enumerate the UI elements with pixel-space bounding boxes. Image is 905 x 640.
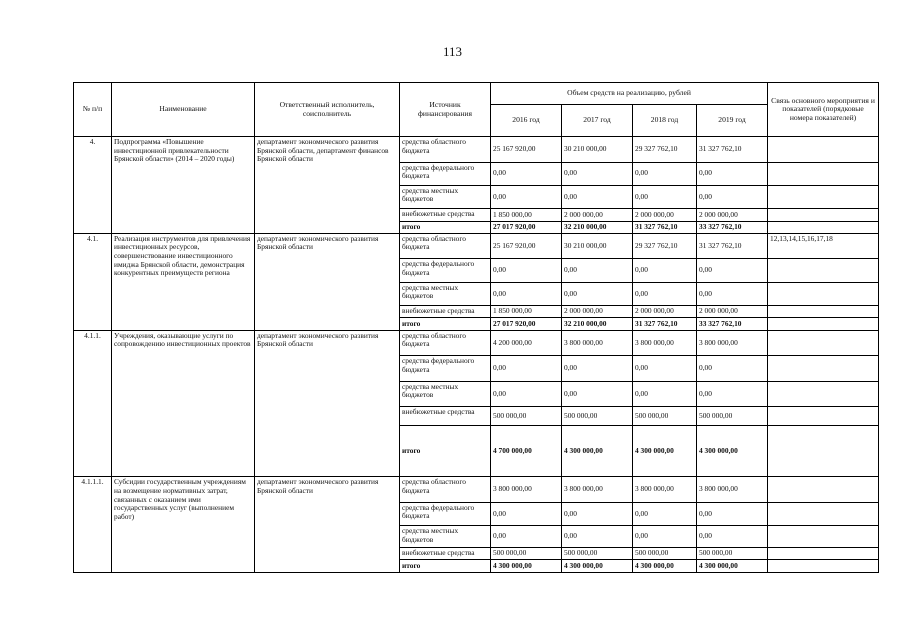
- amount-cell: 0,00: [491, 259, 562, 282]
- amount-cell: 2 000 000,00: [562, 306, 633, 318]
- amount-cell: 3 800 000,00: [491, 477, 562, 503]
- amount-cell: 0,00: [697, 502, 768, 525]
- header-year: 2019 год: [697, 105, 768, 137]
- amount-cell: 500 000,00: [562, 547, 633, 560]
- amount-cell: 0,00: [633, 526, 697, 547]
- header-name: Наименование: [112, 83, 255, 137]
- header-volume: Объем средств на реализацию, рублей: [491, 83, 768, 105]
- budget-body: [74, 137, 879, 573]
- page-number: 113: [442, 44, 463, 59]
- amount-cell: 0,00: [491, 282, 562, 305]
- amount-cell: 0,00: [562, 259, 633, 282]
- amount-cell: 4 300 000,00: [697, 426, 768, 477]
- table-row: [74, 330, 879, 356]
- amount-cell: 0,00: [697, 259, 768, 282]
- amount-cell: 30 210 000,00: [562, 233, 633, 259]
- amount-cell: 0,00: [633, 162, 697, 185]
- amount-cell: 0,00: [697, 526, 768, 547]
- indicator-link: [768, 502, 879, 525]
- amount-cell: 500 000,00: [697, 407, 768, 426]
- amount-cell: 27 017 920,00: [491, 221, 562, 233]
- amount-cell: 500 000,00: [697, 547, 768, 560]
- amount-cell: 3 800 000,00: [697, 330, 768, 356]
- amount-cell: 3 800 000,00: [697, 477, 768, 503]
- amount-cell: 0,00: [491, 162, 562, 185]
- funding-source: внебюжетные средства: [400, 306, 491, 318]
- indicator-link: [768, 306, 879, 318]
- item-number: 4.1.1.: [74, 330, 112, 477]
- amount-cell: 25 167 920,00: [491, 137, 562, 163]
- funding-source: средства федерального бюджета: [400, 502, 491, 525]
- funding-source: средства областного бюджета: [400, 330, 491, 356]
- amount-cell: 31 327 762,10: [697, 137, 768, 163]
- item-number: 4.: [74, 137, 112, 234]
- budget-table: [73, 82, 879, 573]
- amount-cell: 4 700 000,00: [491, 426, 562, 477]
- amount-cell: 0,00: [633, 502, 697, 525]
- item-number: 4.1.: [74, 233, 112, 330]
- indicator-link: [768, 381, 879, 407]
- amount-cell: 500 000,00: [633, 407, 697, 426]
- amount-cell: 0,00: [491, 526, 562, 547]
- amount-cell: 32 210 000,00: [562, 318, 633, 330]
- funding-source: средства местных бюджетов: [400, 381, 491, 407]
- amount-cell: 4 300 000,00: [562, 560, 633, 573]
- amount-cell: 3 800 000,00: [562, 477, 633, 503]
- indicator-link: [768, 477, 879, 503]
- indicator-link: [768, 259, 879, 282]
- funding-source: итого: [400, 221, 491, 233]
- funding-source: внебюжетные средства: [400, 407, 491, 426]
- amount-cell: 31 327 762,10: [697, 233, 768, 259]
- indicator-link: [768, 185, 879, 208]
- header-year: 2016 год: [491, 105, 562, 137]
- indicator-link: [768, 282, 879, 305]
- amount-cell: 500 000,00: [491, 547, 562, 560]
- amount-cell: 3 800 000,00: [633, 330, 697, 356]
- item-name: Подпрограмма «Повышение инвестиционной привлекательности Брянской области» (2014 – 2020 годы): [112, 137, 255, 234]
- amount-cell: 1 850 000,00: [491, 306, 562, 318]
- amount-cell: 0,00: [697, 185, 768, 208]
- indicator-link: [768, 426, 879, 477]
- amount-cell: 2 000 000,00: [697, 209, 768, 221]
- funding-source: средства областного бюджета: [400, 137, 491, 163]
- indicator-link: 12,13,14,15,16,17,18: [768, 233, 879, 259]
- amount-cell: 0,00: [562, 502, 633, 525]
- amount-cell: 33 327 762,10: [697, 221, 768, 233]
- indicator-link: [768, 407, 879, 426]
- header-year: 2017 год: [562, 105, 633, 137]
- funding-source: итого: [400, 560, 491, 573]
- amount-cell: 29 327 762,10: [633, 233, 697, 259]
- item-number: 4.1.1.1.: [74, 477, 112, 573]
- indicator-link: [768, 318, 879, 330]
- amount-cell: 500 000,00: [562, 407, 633, 426]
- indicator-link: [768, 221, 879, 233]
- amount-cell: 2 000 000,00: [697, 306, 768, 318]
- amount-cell: 2 000 000,00: [633, 306, 697, 318]
- amount-cell: 0,00: [697, 356, 768, 382]
- amount-cell: 27 017 920,00: [491, 318, 562, 330]
- header-source: Источник финансирования: [400, 83, 491, 137]
- amount-cell: 0,00: [562, 356, 633, 382]
- indicator-link: [768, 560, 879, 573]
- amount-cell: 500 000,00: [491, 407, 562, 426]
- funding-source: средства местных бюджетов: [400, 282, 491, 305]
- table-row: [74, 477, 879, 503]
- amount-cell: 0,00: [697, 282, 768, 305]
- amount-cell: 0,00: [562, 185, 633, 208]
- amount-cell: 30 210 000,00: [562, 137, 633, 163]
- header-executor: Ответственный исполнитель, соисполнитель: [255, 83, 400, 137]
- amount-cell: 31 327 762,10: [633, 318, 697, 330]
- funding-source: средства областного бюджета: [400, 477, 491, 503]
- amount-cell: 1 850 000,00: [491, 209, 562, 221]
- item-executor: департамент экономического развития Брянской области: [255, 477, 400, 573]
- amount-cell: 25 167 920,00: [491, 233, 562, 259]
- indicator-link: [768, 137, 879, 163]
- amount-cell: 500 000,00: [633, 547, 697, 560]
- item-name: Субсидии государственным учреждениям на возмещение нормативных затрат, связанных с оказанием ими государственных услуг (выполнением работ): [112, 477, 255, 573]
- header-year: 2018 год: [633, 105, 697, 137]
- amount-cell: 0,00: [633, 356, 697, 382]
- amount-cell: 4 300 000,00: [491, 560, 562, 573]
- amount-cell: 33 327 762,10: [697, 318, 768, 330]
- amount-cell: 4 300 000,00: [633, 560, 697, 573]
- amount-cell: 0,00: [491, 502, 562, 525]
- amount-cell: 0,00: [633, 282, 697, 305]
- amount-cell: 0,00: [562, 381, 633, 407]
- funding-source: итого: [400, 318, 491, 330]
- amount-cell: 2 000 000,00: [562, 209, 633, 221]
- funding-source: средства федерального бюджета: [400, 356, 491, 382]
- table-row: [74, 137, 879, 163]
- amount-cell: 0,00: [562, 526, 633, 547]
- item-executor: департамент экономического развития Брянской области, департамент финансов Брянской области: [255, 137, 400, 234]
- table-row: [74, 233, 879, 259]
- amount-cell: 2 000 000,00: [633, 209, 697, 221]
- amount-cell: 0,00: [633, 381, 697, 407]
- indicator-link: [768, 209, 879, 221]
- amount-cell: 4 300 000,00: [562, 426, 633, 477]
- amount-cell: 4 300 000,00: [697, 560, 768, 573]
- funding-source: итого: [400, 426, 491, 477]
- funding-source: средства федерального бюджета: [400, 162, 491, 185]
- funding-source: средства местных бюджетов: [400, 526, 491, 547]
- header-num: № п/п: [74, 83, 112, 137]
- amount-cell: 0,00: [491, 356, 562, 382]
- item-executor: департамент экономического развития Брянской области: [255, 233, 400, 330]
- funding-source: внебюжетные средства: [400, 209, 491, 221]
- amount-cell: 0,00: [491, 381, 562, 407]
- funding-source: средства областного бюджета: [400, 233, 491, 259]
- amount-cell: 0,00: [697, 381, 768, 407]
- amount-cell: 31 327 762,10: [633, 221, 697, 233]
- item-executor: департамент экономического развития Брянской области: [255, 330, 400, 477]
- amount-cell: 3 800 000,00: [633, 477, 697, 503]
- amount-cell: 4 300 000,00: [633, 426, 697, 477]
- amount-cell: 0,00: [491, 185, 562, 208]
- header-link: Связь основного мероприятия и показателей (порядковые номера показателей): [768, 83, 879, 137]
- amount-cell: 29 327 762,10: [633, 137, 697, 163]
- indicator-link: [768, 356, 879, 382]
- item-name: Реализация инструментов для привлечения инвестиционных ресурсов, совершенствование инвестиционного имиджа Брянской области, демонстрация конкурентных преимуществ региона: [112, 233, 255, 330]
- amount-cell: 0,00: [633, 185, 697, 208]
- indicator-link: [768, 330, 879, 356]
- funding-source: средства местных бюджетов: [400, 185, 491, 208]
- item-name: Учреждения, оказывающие услуги по сопровождению инвестиционных проектов: [112, 330, 255, 477]
- amount-cell: 0,00: [633, 259, 697, 282]
- funding-source: внебюжетные средства: [400, 547, 491, 560]
- amount-cell: 0,00: [562, 282, 633, 305]
- indicator-link: [768, 526, 879, 547]
- indicator-link: [768, 547, 879, 560]
- amount-cell: 0,00: [697, 162, 768, 185]
- amount-cell: 4 200 000,00: [491, 330, 562, 356]
- indicator-link: [768, 162, 879, 185]
- amount-cell: 3 800 000,00: [562, 330, 633, 356]
- amount-cell: 0,00: [562, 162, 633, 185]
- funding-source: средства федерального бюджета: [400, 259, 491, 282]
- amount-cell: 32 210 000,00: [562, 221, 633, 233]
